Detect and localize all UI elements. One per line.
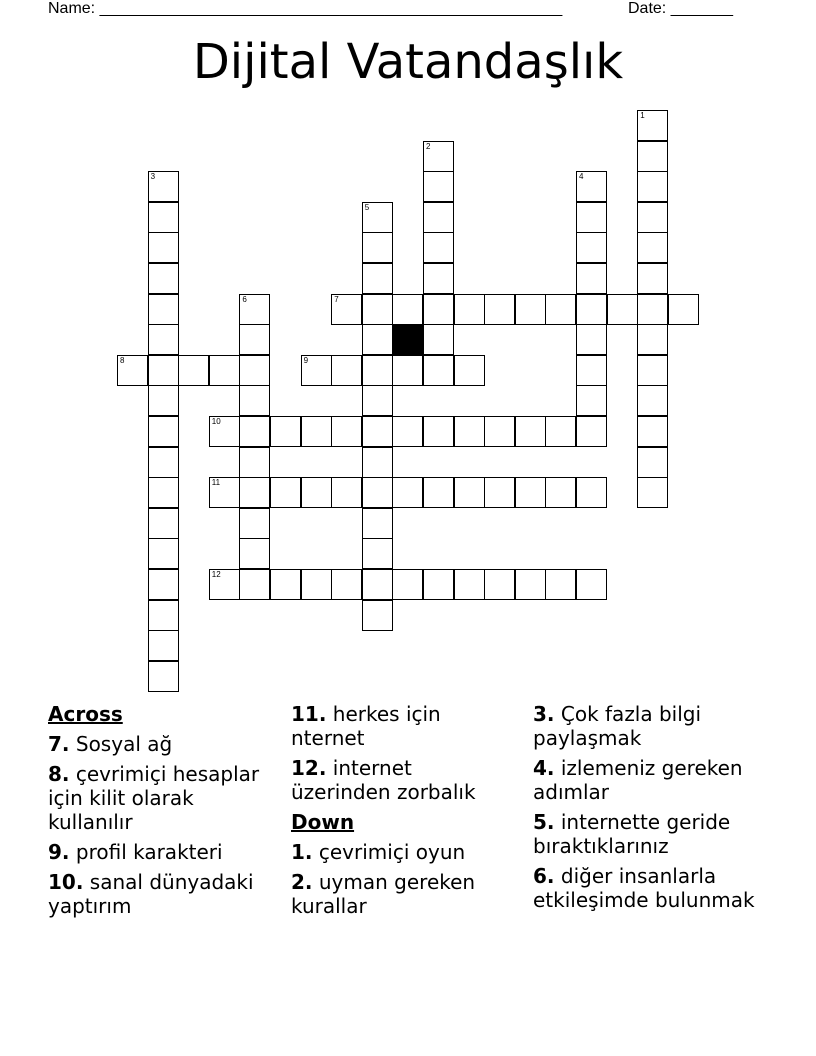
clue-text: Sosyal ağ — [75, 732, 173, 756]
crossword-cell[interactable] — [423, 294, 454, 325]
crossword-cell[interactable] — [637, 355, 668, 386]
crossword-cell[interactable] — [239, 508, 270, 539]
crossword-cell[interactable] — [209, 355, 240, 386]
clue-number: 1. — [291, 840, 313, 864]
across-heading: Across — [48, 702, 123, 726]
clue-number: 2. — [291, 870, 313, 894]
crossword-cell[interactable] — [362, 355, 393, 386]
crossword-cell[interactable] — [362, 600, 393, 631]
crossword-cell[interactable] — [454, 477, 485, 508]
crossword-cell[interactable] — [637, 232, 668, 263]
crossword-cell[interactable] — [270, 477, 301, 508]
clue-text: profil karakteri — [75, 840, 223, 864]
crossword-cell[interactable] — [637, 447, 668, 478]
crossword-cell[interactable] — [301, 477, 332, 508]
crossword-cell[interactable] — [362, 324, 393, 355]
crossword-cell[interactable] — [331, 416, 362, 447]
crossword-cell[interactable] — [148, 508, 179, 539]
crossword-cell[interactable] — [362, 232, 393, 263]
clue-text: çevrimiçi oyun — [318, 840, 466, 864]
crossword-cell[interactable] — [148, 263, 179, 294]
crossword-cell[interactable] — [515, 416, 546, 447]
page-title: Dijital Vatandaşlık — [192, 34, 624, 90]
crossword-cell[interactable] — [576, 324, 607, 355]
crossword-cell[interactable] — [576, 171, 607, 202]
clue-number-label: 10 — [211, 417, 221, 426]
crossword-cell[interactable] — [301, 355, 332, 386]
clue-text: sanal dünyadaki yaptırım — [48, 870, 254, 918]
crossword-cell[interactable] — [148, 538, 179, 569]
crossword-cell[interactable] — [637, 171, 668, 202]
crossword-cell[interactable] — [148, 355, 179, 386]
crossword-cell[interactable] — [301, 569, 332, 600]
crossword-cell[interactable] — [362, 416, 393, 447]
crossword-cell[interactable] — [148, 171, 179, 202]
crossword-cell[interactable] — [484, 294, 515, 325]
clue-across-9 — [48, 840, 278, 864]
crossword-cell[interactable] — [239, 477, 270, 508]
crossword-cell[interactable] — [454, 294, 485, 325]
clue-text: herkes için nternet — [291, 702, 441, 750]
crossword-cell[interactable] — [239, 385, 270, 416]
clue-down-3 — [533, 702, 773, 750]
crossword-cell[interactable] — [637, 202, 668, 233]
crossword-cell[interactable] — [515, 477, 546, 508]
clue-down-5 — [533, 810, 773, 858]
clue-column-1 — [48, 702, 278, 924]
date-line: Date: _______ — [628, 0, 733, 17]
crossword-cell[interactable] — [362, 263, 393, 294]
clue-number-label: 4 — [579, 172, 584, 182]
crossword-cell[interactable] — [362, 508, 393, 539]
crossword-cell[interactable] — [576, 263, 607, 294]
clue-across-11 — [291, 702, 511, 750]
crossword-cell[interactable] — [362, 294, 393, 325]
clue-text: internette geride bıraktıklarınız — [533, 810, 731, 858]
clue-down-2 — [291, 870, 511, 918]
clue-number-label: 11 — [211, 478, 221, 488]
clue-number-label: 3 — [150, 172, 156, 182]
crossword-cell[interactable] — [209, 477, 240, 508]
crossword-cell[interactable] — [423, 263, 454, 294]
crossword-cell[interactable] — [362, 447, 393, 478]
crossword-cell[interactable] — [423, 141, 454, 172]
crossword-cell[interactable] — [423, 569, 454, 600]
crossword-cell[interactable] — [148, 416, 179, 447]
crossword-cell[interactable] — [331, 477, 362, 508]
crossword-cell[interactable] — [637, 263, 668, 294]
clue-column-3 — [533, 702, 773, 918]
crossword-cell[interactable] — [362, 538, 393, 569]
clue-down-6 — [533, 864, 773, 912]
crossword-cell[interactable] — [148, 447, 179, 478]
clue-down-4 — [533, 756, 773, 804]
crossword-cell[interactable] — [239, 324, 270, 355]
crossword-cell[interactable] — [576, 294, 607, 325]
crossword-cell[interactable] — [637, 416, 668, 447]
crossword-cell[interactable] — [576, 202, 607, 233]
crossword-cell[interactable] — [301, 416, 332, 447]
crossword-cell[interactable] — [637, 294, 668, 325]
crossword-cell[interactable] — [454, 416, 485, 447]
crossword-cell[interactable] — [239, 538, 270, 569]
clue-number-label: 1 — [640, 111, 645, 120]
clue-number-label: 7 — [334, 294, 339, 304]
clue-across-12 — [291, 756, 511, 804]
crossword-cell[interactable] — [239, 447, 270, 478]
clue-number: 6. — [533, 864, 555, 888]
clue-text: Çok fazla bilgi paylaşmak — [533, 702, 702, 750]
crossword-cell[interactable] — [484, 416, 515, 447]
crossword-cell[interactable] — [423, 171, 454, 202]
clue-number: 4. — [533, 756, 555, 780]
crossword-cell[interactable] — [209, 569, 240, 600]
clue-number: 11. — [291, 702, 327, 726]
blocked-cell — [392, 324, 423, 355]
crossword-cell[interactable] — [515, 294, 546, 325]
crossword-cell[interactable] — [392, 569, 423, 600]
crossword-cell[interactable] — [392, 294, 423, 325]
clue-number-label: 8 — [120, 355, 125, 365]
clue-number: 5. — [533, 810, 555, 834]
crossword-cell[interactable] — [423, 232, 454, 263]
crossword-cell[interactable] — [637, 110, 668, 141]
crossword-cell[interactable] — [576, 477, 607, 508]
crossword-cell[interactable] — [331, 355, 362, 386]
crossword-cell[interactable] — [239, 416, 270, 447]
clue-text: çevrimiçi hesaplar için kilit olarak kullanılır — [48, 762, 260, 834]
crossword-cell[interactable] — [148, 294, 179, 325]
clue-down-1 — [291, 840, 511, 864]
down-heading: Down — [291, 810, 355, 834]
crossword-cell[interactable] — [331, 569, 362, 600]
crossword-cell[interactable] — [392, 477, 423, 508]
crossword-cell[interactable] — [423, 355, 454, 386]
crossword-cell[interactable] — [148, 661, 179, 692]
crossword-cell[interactable] — [148, 202, 179, 233]
crossword-cell[interactable] — [392, 416, 423, 447]
crossword-cell[interactable] — [331, 294, 362, 325]
name-line: Name: ____________________________________________________ — [48, 0, 563, 17]
clue-number: 7. — [48, 732, 70, 756]
crossword-cell[interactable] — [545, 416, 576, 447]
crossword-cell[interactable] — [270, 569, 301, 600]
crossword-cell[interactable] — [454, 569, 485, 600]
crossword-cell[interactable] — [637, 385, 668, 416]
crossword-cell[interactable] — [209, 416, 240, 447]
crossword-cell[interactable] — [423, 202, 454, 233]
crossword-cell[interactable] — [454, 355, 485, 386]
crossword-cell[interactable] — [545, 569, 576, 600]
clue-number-label: 9 — [303, 355, 309, 365]
crossword-cell[interactable] — [392, 355, 423, 386]
crossword-cell[interactable] — [423, 477, 454, 508]
crossword-cell[interactable] — [362, 385, 393, 416]
crossword-cell[interactable] — [148, 630, 179, 661]
crossword-cell[interactable] — [515, 569, 546, 600]
crossword-cell[interactable] — [484, 569, 515, 600]
crossword-cell[interactable] — [148, 569, 179, 600]
crossword-cell[interactable] — [239, 355, 270, 386]
crossword-cell[interactable] — [607, 294, 638, 325]
crossword-cell[interactable] — [576, 385, 607, 416]
clue-text: uyman gereken kurallar — [291, 870, 476, 918]
crossword-cell[interactable] — [484, 477, 515, 508]
crossword-cell[interactable] — [148, 600, 179, 631]
clue-text: diğer insanlarla etkileşimde bulunmak — [533, 864, 755, 912]
clue-number: 10. — [48, 870, 84, 894]
crossword-cell[interactable] — [576, 232, 607, 263]
crossword-cell[interactable] — [148, 477, 179, 508]
crossword-cell[interactable] — [362, 202, 393, 233]
clue-column-2 — [291, 702, 511, 924]
clue-number-label: 12 — [211, 570, 221, 579]
clue-text: internet üzerinden zorbalık — [291, 756, 476, 804]
crossword-cell[interactable] — [362, 569, 393, 600]
crossword-cell[interactable] — [637, 141, 668, 172]
crossword-cell[interactable] — [270, 416, 301, 447]
crossword-cell[interactable] — [576, 416, 607, 447]
crossword-cell[interactable] — [637, 477, 668, 508]
crossword-cell[interactable] — [148, 324, 179, 355]
crossword-cell[interactable] — [362, 477, 393, 508]
clue-number: 8. — [48, 762, 70, 786]
crossword-cell[interactable] — [239, 569, 270, 600]
crossword-cell[interactable] — [545, 294, 576, 325]
crossword-cell[interactable] — [423, 416, 454, 447]
clue-number: 9. — [48, 840, 70, 864]
clue-number-label: 5 — [364, 202, 370, 212]
crossword-cell[interactable] — [239, 294, 270, 325]
crossword-cell[interactable] — [423, 324, 454, 355]
clue-number-label: 2 — [426, 141, 431, 151]
crossword-cell[interactable] — [545, 477, 576, 508]
crossword-cell[interactable] — [576, 355, 607, 386]
crossword-cell[interactable] — [668, 294, 699, 325]
crossword-cell[interactable] — [178, 355, 209, 386]
clue-across-10 — [48, 870, 278, 918]
clue-across-8 — [48, 762, 278, 834]
crossword-cell[interactable] — [637, 324, 668, 355]
crossword-cell[interactable] — [576, 569, 607, 600]
clue-across-7 — [48, 732, 278, 756]
clue-text: izlemeniz gereken adımlar — [533, 756, 743, 804]
clue-number: 3. — [533, 702, 555, 726]
clue-number: 12. — [291, 756, 327, 780]
clue-number-label: 6 — [242, 294, 247, 304]
crossword-cell[interactable] — [148, 232, 179, 263]
crossword-cell[interactable] — [148, 385, 179, 416]
crossword-cell[interactable] — [117, 355, 148, 386]
